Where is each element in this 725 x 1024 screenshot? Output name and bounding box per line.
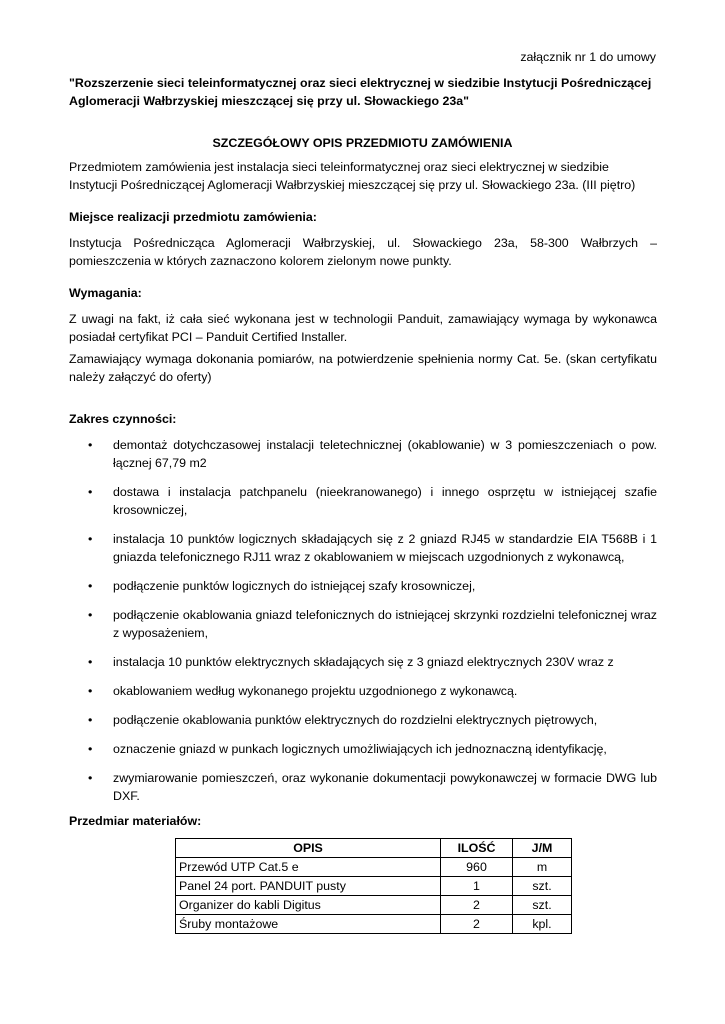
location-paragraph: Instytucja Pośrednicząca Aglomeracji Wałbrzyskiej, ul. Słowackiego 23a, 58-300 Wałbrzych – pomieszczenia w których zaznaczono kolorem zielonym nowe punkty. bbox=[69, 236, 657, 268]
requirements-paragraph-2: Zamawiający wymaga dokonania pomiarów, na potwierdzenie spełnienia normy Cat. 5e. (skan certyfikatu należy załączyć do oferty) bbox=[69, 352, 657, 384]
cell-description: Przewód UTP Cat.5 e bbox=[176, 858, 441, 877]
bullet-icon: • bbox=[88, 684, 93, 698]
bullet-icon: • bbox=[88, 655, 93, 669]
cell-quantity: 2 bbox=[441, 915, 513, 934]
cell-unit: m bbox=[513, 858, 572, 877]
bullet-icon: • bbox=[88, 485, 93, 499]
column-header-unit: J/M bbox=[513, 839, 572, 858]
list-item-text: dostawa i instalacja patchpanelu (nieekranowanego) i innego osprzętu w istniejącej szafie krosowniczej, bbox=[113, 485, 657, 517]
column-header-description: OPIS bbox=[176, 839, 441, 858]
document-title: "Rozszerzenie sieci teleinformatycznej oraz sieci elektrycznej w siedzibie Instytucji Pośredniczącej Aglomeracji Wałbrzyskiej mieszczącej się przy ul. Słowackiego 23a" bbox=[69, 76, 652, 108]
requirements-paragraph-1: Z uwagi na fakt, iż cała sieć wykonana jest w technologii Panduit, zamawiający wymaga by wykonawca posiadał certyfikat PCI – Panduit Certified Installer. bbox=[69, 312, 657, 344]
list-item bbox=[69, 711, 657, 729]
list-item bbox=[69, 653, 657, 671]
list-item bbox=[69, 606, 657, 642]
requirements-heading: Wymagania: bbox=[69, 286, 142, 300]
scope-heading: Zakres czynności: bbox=[69, 412, 177, 426]
bullet-icon: • bbox=[88, 438, 93, 452]
list-item bbox=[69, 682, 657, 700]
list-item bbox=[69, 530, 657, 566]
cell-description: Panel 24 port. PANDUIT pusty bbox=[176, 877, 441, 896]
bullet-icon: • bbox=[88, 579, 93, 593]
list-item bbox=[69, 740, 657, 758]
bullet-icon: • bbox=[88, 532, 93, 546]
bullet-icon: • bbox=[88, 771, 93, 785]
cell-description: Śruby montażowe bbox=[176, 915, 441, 934]
bullet-icon: • bbox=[88, 713, 93, 727]
table-row bbox=[176, 858, 572, 877]
cell-quantity: 1 bbox=[441, 877, 513, 896]
list-item-text: instalacja 10 punktów logicznych składających się z 2 gniazd RJ45 w standardzie EIA T568B i 1 gniazda telefonicznego RJ11 wraz z okablowaniem w miejscach uzgodnionych z wykonawcą, bbox=[113, 532, 657, 564]
list-item bbox=[69, 577, 657, 595]
cell-quantity: 2 bbox=[441, 896, 513, 915]
spec-heading: SZCZEGÓŁOWY OPIS PRZEDMIOTU ZAMÓWIENIA bbox=[212, 136, 513, 150]
list-item bbox=[69, 769, 657, 805]
location-heading: Miejsce realizacji przedmiotu zamówienia: bbox=[69, 210, 317, 224]
list-item-text: instalacja 10 punktów elektrycznych składających się z 3 gniazd elektrycznych 230V wraz z bbox=[113, 655, 614, 669]
subject-paragraph: Przedmiotem zamówienia jest instalacja sieci teleinformatycznej oraz sieci elektrycznej w siedzibie Instytucji Pośredniczącej Aglomeracji Wałbrzyskiej mieszczącej się przy ul. Słowackiego 23a. (III piętro) bbox=[69, 160, 636, 192]
cell-unit: kpl. bbox=[513, 915, 572, 934]
cell-unit: szt. bbox=[513, 877, 572, 896]
list-item-text: podłączenie okablowania punktów elektrycznych do rozdzielni elektrycznych piętrowych, bbox=[113, 713, 598, 727]
bullet-icon: • bbox=[88, 742, 93, 756]
list-item-text: okablowaniem według wykonanego projektu uzgodnionego z wykonawcą. bbox=[113, 684, 518, 698]
cell-unit: szt. bbox=[513, 896, 572, 915]
table-row bbox=[176, 877, 572, 896]
table-row bbox=[176, 896, 572, 915]
list-item-text: podłączenie punktów logicznych do istniejącej szafy krosowniczej, bbox=[113, 579, 476, 593]
list-item-text: podłączenie okablowania gniazd telefonicznych do istniejącej skrzynki rozdzielni telefonicznej wraz z wyposażeniem, bbox=[113, 608, 657, 640]
bullet-icon: • bbox=[88, 608, 93, 622]
cell-description: Organizer do kabli Digitus bbox=[176, 896, 441, 915]
table-header-row bbox=[176, 839, 572, 858]
cell-quantity: 960 bbox=[441, 858, 513, 877]
annex-label: załącznik nr 1 do umowy bbox=[520, 50, 656, 64]
materials-heading: Przedmiar materiałów: bbox=[69, 814, 202, 828]
list-item-text: zwymiarowanie pomieszczeń, oraz wykonanie dokumentacji powykonawczej w formacie DWG lub DXF. bbox=[113, 771, 657, 803]
scope-list bbox=[69, 436, 657, 816]
materials-table bbox=[175, 838, 572, 934]
table-row bbox=[176, 915, 572, 934]
list-item bbox=[69, 483, 657, 519]
list-item bbox=[69, 436, 657, 472]
list-item-text: demontaż dotychczasowej instalacji teletechnicznej (okablowanie) w 3 pomieszczeniach o pow. łącznej 67,79 m2 bbox=[113, 438, 657, 470]
list-item-text: oznaczenie gniazd w punkach logicznych umożliwiających ich jednoznaczną identyfikację, bbox=[113, 742, 607, 756]
column-header-quantity: ILOŚĆ bbox=[441, 839, 513, 858]
